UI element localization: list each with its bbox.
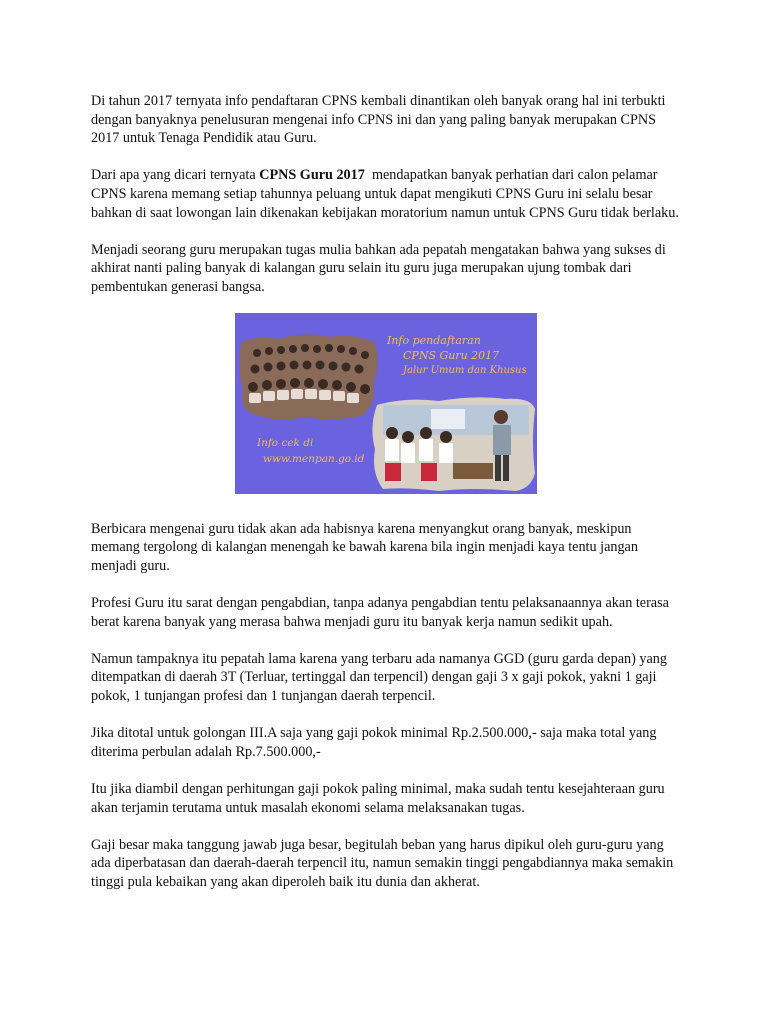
paragraph-1: Di tahun 2017 ternyata info pendaftaran CPNS kembali dinantikan oleh banyak orang hal ini terbukti dengan banyaknya penelusuran mengenai info CPNS ini dan yang paling banyak merupakan CPNS 2017 untuk Tenaga Pendidik atau Guru. (91, 93, 666, 147)
article-body (91, 92, 681, 910)
paragraph-8: Itu jika diambil dengan perhitungan gaji pokok paling minimal, maka sudah tentu kesejahteraan guru akan terjamin terutama untuk masalah ekonomi selama melaksanakan tugas. (91, 781, 665, 816)
paragraph-2-rest: mendapatkan banyak perhatian dari calon pelamar CPNS karena memang setiap tahunnya peluang untuk dapat mengikuti CPNS Guru ini selalu besar bahkan di saat lowongan lain dikenakan kebijakan moratorium namun untuk CPNS Guru tidak berlaku. (91, 167, 679, 221)
banner-illustration (235, 313, 537, 494)
classroom-window (431, 409, 465, 429)
banner-caption-line-3: Jalur Umum dan Khusus (403, 365, 527, 377)
paragraph-2 (91, 166, 681, 222)
paragraph-4: Berbicara mengenai guru tidak akan ada habisnya karena menyangkut orang banyak, meskipun memang tergolong di kalangan menengah ke bawah karena bila ingin menjadi kaya tentu jangan menjadi guru. (91, 520, 638, 574)
banner-info-line-1: Info cek di (257, 437, 314, 450)
paragraph-7: Jika ditotal untuk golongan III.A saja yang gaji pokok minimal Rp.2.500.000,- saja maka total yang diterima perbulan adalah Rp.7.500.000,- (91, 725, 657, 760)
paragraph-9: Gaji besar maka tanggung jawab juga besar, begitulah beban yang harus dipikul oleh guru-guru yang ada diperbatasan dan daerah-daerah terpencil itu, namun semakin tinggi pengabdiannya maka semakin tinggi pula kebaikan yang akan diperoleh baik itu dunia dan akherat. (91, 836, 674, 890)
paragraph-2-keyword: CPNS Guru 2017 (259, 167, 365, 184)
paragraph-2-lead: Dari apa yang dicari ternyata (91, 167, 260, 184)
paragraph-6: Namun tampaknya itu pepatah lama karena yang terbaru ada namanya GGD (guru garda depan) yang ditempatkan di daerah 3T (Terluar, tertinggal dan terpencil) dengan gaji 3 x gaji pokok, yakni 1 gaji pokok, 1 tunjangan profesi dan 1 tunjangan daerah terpencil. (91, 650, 667, 705)
banner-caption-line-1: Info pendaftaran (387, 334, 481, 348)
cpns-banner-image (235, 313, 537, 494)
banner-caption-line-2: CPNS Guru 2017 (403, 349, 500, 363)
paragraph-5: Profesi Guru itu sarat dengan pengabdian, tanpa adanya pengabdian tentu pelaksanaannya akan terasa berat karena banyak yang merasa bahwa menjadi guru itu banyak kerja namun sedikit upah. (91, 595, 669, 630)
desk (453, 463, 493, 479)
banner-info-url: www.menpan.go.id (263, 453, 365, 466)
figure-container (91, 313, 681, 500)
paragraph-3: Menjadi seorang guru merupakan tugas mulia bahkan ada pepatah mengatakan bahwa yang sukses di akhirat nanti paling banyak di kalangan guru selain itu guru juga merupakan ujung tombak dari pembentukan generasi bangsa. (91, 241, 666, 295)
